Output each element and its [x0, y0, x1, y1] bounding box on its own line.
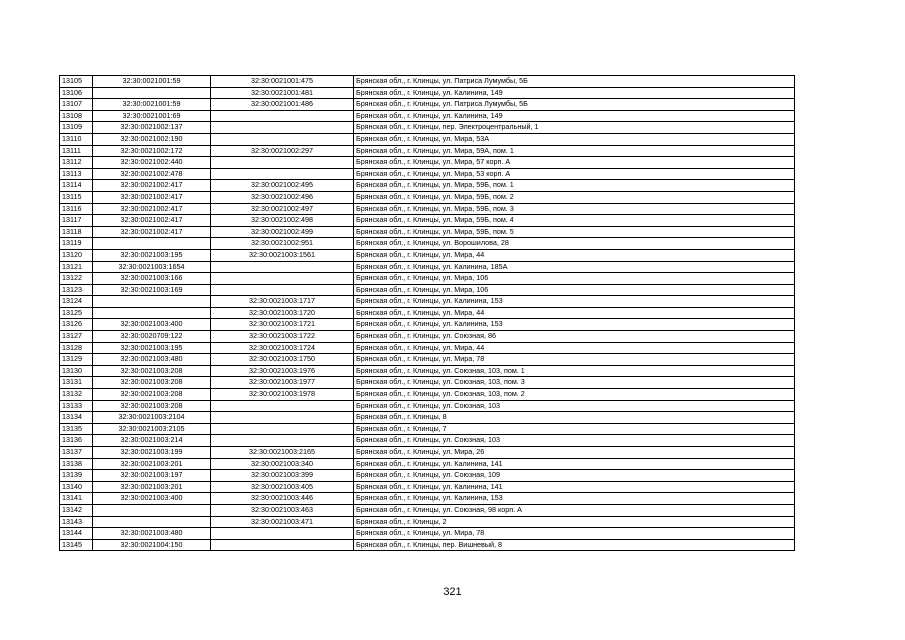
table-row — [60, 331, 795, 343]
object-cadastral-number-cell: 32:30:0021002:498 — [211, 215, 354, 227]
parcel-cadastral-number-cell — [93, 296, 211, 308]
address-cell: Брянская обл., г. Клинцы, ул. Мира, 53 корп. А — [354, 168, 795, 180]
object-cadastral-number-cell: 32:30:0021002:496 — [211, 191, 354, 203]
parcel-cadastral-number-cell — [93, 307, 211, 319]
address-cell: Брянская обл., г. Клинцы, ул. Калинина, 141 — [354, 458, 795, 470]
row-number-cell: 13141 — [60, 493, 93, 505]
row-number-cell: 13137 — [60, 447, 93, 459]
row-number-cell: 13128 — [60, 342, 93, 354]
address-cell: Брянская обл., г. Клинцы, ул. Союзная, 103, пом. 2 — [354, 389, 795, 401]
address-cell: Брянская обл., г. Клинцы, ул. Калинина, 153 — [354, 493, 795, 505]
parcel-cadastral-number-cell: 32:30:0021004:150 — [93, 539, 211, 551]
parcel-cadastral-number-cell: 32:30:0021003:400 — [93, 319, 211, 331]
table-row — [60, 87, 795, 99]
row-number-cell: 13145 — [60, 539, 93, 551]
parcel-cadastral-number-cell: 32:30:0021003:166 — [93, 273, 211, 285]
object-cadastral-number-cell: 32:30:0021001:486 — [211, 99, 354, 111]
object-cadastral-number-cell: 32:30:0021003:446 — [211, 493, 354, 505]
table-row — [60, 470, 795, 482]
parcel-cadastral-number-cell: 32:30:0021003:1654 — [93, 261, 211, 273]
table-row — [60, 249, 795, 261]
table-row — [60, 76, 795, 88]
row-number-cell: 13127 — [60, 331, 93, 343]
row-number-cell: 13112 — [60, 157, 93, 169]
table-row — [60, 191, 795, 203]
row-number-cell: 13134 — [60, 412, 93, 424]
object-cadastral-number-cell: 32:30:0021002:495 — [211, 180, 354, 192]
parcel-cadastral-number-cell: 32:30:0021001:69 — [93, 110, 211, 122]
parcel-cadastral-number-cell: 32:30:0021003:214 — [93, 435, 211, 447]
row-number-cell: 13132 — [60, 389, 93, 401]
parcel-cadastral-number-cell: 32:30:0021002:417 — [93, 226, 211, 238]
table-row — [60, 377, 795, 389]
address-cell: Брянская обл., г. Клинцы, ул. Мира, 53А — [354, 133, 795, 145]
parcel-cadastral-number-cell: 32:30:0021001:59 — [93, 76, 211, 88]
parcel-cadastral-number-cell: 32:30:0021003:169 — [93, 284, 211, 296]
parcel-cadastral-number-cell: 32:30:0021003:208 — [93, 377, 211, 389]
object-cadastral-number-cell: 32:30:0021003:1561 — [211, 249, 354, 261]
address-cell: Брянская обл., г. Клинцы, ул. Калинина, 153 — [354, 319, 795, 331]
address-cell: Брянская обл., г. Клинцы, ул. Мира, 106 — [354, 273, 795, 285]
address-cell: Брянская обл., г. Клинцы, ул. Мира, 78 — [354, 354, 795, 366]
parcel-cadastral-number-cell: 32:30:0021003:400 — [93, 493, 211, 505]
table-row — [60, 528, 795, 540]
address-cell: Брянская обл., г. Клинцы, ул. Мира, 59Б, пом. 4 — [354, 215, 795, 227]
address-cell: Брянская обл., г. Клинцы, 2 — [354, 516, 795, 528]
page-number: 321 — [443, 586, 462, 598]
object-cadastral-number-cell — [211, 435, 354, 447]
row-number-cell: 13125 — [60, 307, 93, 319]
table-row — [60, 447, 795, 459]
object-cadastral-number-cell: 32:30:0021002:951 — [211, 238, 354, 250]
table-row — [60, 110, 795, 122]
address-cell: Брянская обл., г. Клинцы, ул. Патриса Лумумбы, 5Б — [354, 99, 795, 111]
row-number-cell: 13126 — [60, 319, 93, 331]
row-number-cell: 13123 — [60, 284, 93, 296]
parcel-cadastral-number-cell: 32:30:0021002:478 — [93, 168, 211, 180]
address-cell: Брянская обл., г. Клинцы, ул. Калинина, 149 — [354, 87, 795, 99]
address-cell: Брянская обл., г. Клинцы, ул. Союзная, 98 корп. А — [354, 504, 795, 516]
parcel-cadastral-number-cell: 32:30:0021003:208 — [93, 365, 211, 377]
row-number-cell: 13108 — [60, 110, 93, 122]
parcel-cadastral-number-cell: 32:30:0021002:440 — [93, 157, 211, 169]
address-cell: Брянская обл., г. Клинцы, 8 — [354, 412, 795, 424]
address-cell: Брянская обл., г. Клинцы, ул. Союзная, 103, пом. 1 — [354, 365, 795, 377]
object-cadastral-number-cell: 32:30:0021003:1977 — [211, 377, 354, 389]
address-cell: Брянская обл., г. Клинцы, ул. Калинина, 185А — [354, 261, 795, 273]
registry-table-body — [60, 76, 795, 551]
table-row — [60, 273, 795, 285]
table-row — [60, 215, 795, 227]
table-row — [60, 365, 795, 377]
table-row — [60, 296, 795, 308]
object-cadastral-number-cell: 32:30:0021002:497 — [211, 203, 354, 215]
parcel-cadastral-number-cell: 32:30:0021003:197 — [93, 470, 211, 482]
parcel-cadastral-number-cell: 32:30:0021002:417 — [93, 215, 211, 227]
row-number-cell: 13121 — [60, 261, 93, 273]
address-cell: Брянская обл., г. Клинцы, ул. Мира, 59Б, пом. 3 — [354, 203, 795, 215]
table-row — [60, 389, 795, 401]
object-cadastral-number-cell — [211, 400, 354, 412]
address-cell: Брянская обл., г. Клинцы, ул. Мира, 106 — [354, 284, 795, 296]
parcel-cadastral-number-cell: 32:30:0021003:201 — [93, 481, 211, 493]
table-row — [60, 157, 795, 169]
parcel-cadastral-number-cell: 32:30:0020709:122 — [93, 331, 211, 343]
parcel-cadastral-number-cell — [93, 504, 211, 516]
table-row — [60, 238, 795, 250]
address-cell: Брянская обл., г. Клинцы, пер. Вишневый, 8 — [354, 539, 795, 551]
parcel-cadastral-number-cell — [93, 87, 211, 99]
address-cell: Брянская обл., г. Клинцы, ул. Союзная, 103, пом. 3 — [354, 377, 795, 389]
object-cadastral-number-cell: 32:30:0021001:475 — [211, 76, 354, 88]
parcel-cadastral-number-cell: 32:30:0021003:2104 — [93, 412, 211, 424]
address-cell: Брянская обл., г. Клинцы, ул. Калинина, 141 — [354, 481, 795, 493]
address-cell: Брянская обл., г. Клинцы, ул. Мира, 59А, пом. 1 — [354, 145, 795, 157]
row-number-cell: 13139 — [60, 470, 93, 482]
parcel-cadastral-number-cell: 32:30:0021003:208 — [93, 400, 211, 412]
address-cell: Брянская обл., г. Клинцы, ул. Мира, 44 — [354, 342, 795, 354]
row-number-cell: 13106 — [60, 87, 93, 99]
address-cell: Брянская обл., г. Клинцы, ул. Мира, 59Б, пом. 2 — [354, 191, 795, 203]
object-cadastral-number-cell — [211, 157, 354, 169]
object-cadastral-number-cell: 32:30:0021003:1724 — [211, 342, 354, 354]
table-row — [60, 145, 795, 157]
row-number-cell: 13116 — [60, 203, 93, 215]
row-number-cell: 13109 — [60, 122, 93, 134]
address-cell: Брянская обл., г. Клинцы, ул. Мира, 78 — [354, 528, 795, 540]
parcel-cadastral-number-cell: 32:30:0021003:480 — [93, 354, 211, 366]
address-cell: Брянская обл., г. Клинцы, ул. Мира, 59Б, пом. 1 — [354, 180, 795, 192]
object-cadastral-number-cell: 32:30:0021001:481 — [211, 87, 354, 99]
table-row — [60, 122, 795, 134]
object-cadastral-number-cell — [211, 412, 354, 424]
row-number-cell: 13115 — [60, 191, 93, 203]
parcel-cadastral-number-cell: 32:30:0021002:172 — [93, 145, 211, 157]
table-row — [60, 168, 795, 180]
address-cell: Брянская обл., г. Клинцы, ул. Союзная, 86 — [354, 331, 795, 343]
table-row — [60, 180, 795, 192]
parcel-cadastral-number-cell: 32:30:0021003:199 — [93, 447, 211, 459]
address-cell: Брянская обл., г. Клинцы, ул. Мира, 26 — [354, 447, 795, 459]
object-cadastral-number-cell — [211, 168, 354, 180]
row-number-cell: 13133 — [60, 400, 93, 412]
row-number-cell: 13130 — [60, 365, 93, 377]
table-row — [60, 504, 795, 516]
parcel-cadastral-number-cell: 32:30:0021002:417 — [93, 180, 211, 192]
registry-table — [59, 75, 795, 551]
row-number-cell: 13140 — [60, 481, 93, 493]
row-number-cell: 13122 — [60, 273, 93, 285]
parcel-cadastral-number-cell: 32:30:0021003:2105 — [93, 423, 211, 435]
object-cadastral-number-cell — [211, 261, 354, 273]
parcel-cadastral-number-cell: 32:30:0021001:59 — [93, 99, 211, 111]
row-number-cell: 13142 — [60, 504, 93, 516]
row-number-cell: 13114 — [60, 180, 93, 192]
object-cadastral-number-cell: 32:30:0021003:1721 — [211, 319, 354, 331]
table-row — [60, 412, 795, 424]
object-cadastral-number-cell: 32:30:0021003:2165 — [211, 447, 354, 459]
object-cadastral-number-cell — [211, 133, 354, 145]
row-number-cell: 13124 — [60, 296, 93, 308]
table-row — [60, 284, 795, 296]
object-cadastral-number-cell: 32:30:0021002:297 — [211, 145, 354, 157]
row-number-cell: 13138 — [60, 458, 93, 470]
row-number-cell: 13107 — [60, 99, 93, 111]
address-cell: Брянская обл., г. Клинцы, 7 — [354, 423, 795, 435]
parcel-cadastral-number-cell: 32:30:0021002:417 — [93, 203, 211, 215]
object-cadastral-number-cell: 32:30:0021003:1978 — [211, 389, 354, 401]
address-cell: Брянская обл., г. Клинцы, ул. Патриса Лумумбы, 5Б — [354, 76, 795, 88]
parcel-cadastral-number-cell: 32:30:0021002:137 — [93, 122, 211, 134]
row-number-cell: 13111 — [60, 145, 93, 157]
object-cadastral-number-cell: 32:30:0021003:1750 — [211, 354, 354, 366]
address-cell: Брянская обл., г. Клинцы, ул. Союзная, 103 — [354, 400, 795, 412]
address-cell: Брянская обл., г. Клинцы, ул. Ворошилова, 28 — [354, 238, 795, 250]
row-number-cell: 13117 — [60, 215, 93, 227]
row-number-cell: 13119 — [60, 238, 93, 250]
table-row — [60, 400, 795, 412]
parcel-cadastral-number-cell: 32:30:0021003:208 — [93, 389, 211, 401]
table-row — [60, 539, 795, 551]
object-cadastral-number-cell — [211, 528, 354, 540]
parcel-cadastral-number-cell: 32:30:0021002:190 — [93, 133, 211, 145]
object-cadastral-number-cell — [211, 110, 354, 122]
table-row — [60, 516, 795, 528]
row-number-cell: 13143 — [60, 516, 93, 528]
parcel-cadastral-number-cell — [93, 516, 211, 528]
row-number-cell: 13144 — [60, 528, 93, 540]
address-cell: Брянская обл., г. Клинцы, ул. Калинина, 153 — [354, 296, 795, 308]
parcel-cadastral-number-cell — [93, 238, 211, 250]
row-number-cell: 13136 — [60, 435, 93, 447]
object-cadastral-number-cell: 32:30:0021003:399 — [211, 470, 354, 482]
address-cell: Брянская обл., г. Клинцы, ул. Мира, 57 корп. А — [354, 157, 795, 169]
address-cell: Брянская обл., г. Клинцы, ул. Союзная, 103 — [354, 435, 795, 447]
object-cadastral-number-cell — [211, 122, 354, 134]
object-cadastral-number-cell: 32:30:0021002:499 — [211, 226, 354, 238]
table-row — [60, 319, 795, 331]
object-cadastral-number-cell: 32:30:0021003:1976 — [211, 365, 354, 377]
address-cell: Брянская обл., г. Клинцы, ул. Союзная, 109 — [354, 470, 795, 482]
table-row — [60, 481, 795, 493]
row-number-cell: 13129 — [60, 354, 93, 366]
table-row — [60, 226, 795, 238]
address-cell: Брянская обл., г. Клинцы, ул. Мира, 44 — [354, 249, 795, 261]
address-cell: Брянская обл., г. Клинцы, ул. Мира, 59Б, пом. 5 — [354, 226, 795, 238]
table-row — [60, 458, 795, 470]
table-row — [60, 342, 795, 354]
address-cell: Брянская обл., г. Клинцы, ул. Мира, 44 — [354, 307, 795, 319]
row-number-cell: 13110 — [60, 133, 93, 145]
table-row — [60, 307, 795, 319]
table-row — [60, 133, 795, 145]
object-cadastral-number-cell: 32:30:0021003:405 — [211, 481, 354, 493]
object-cadastral-number-cell: 32:30:0021003:1720 — [211, 307, 354, 319]
parcel-cadastral-number-cell: 32:30:0021003:195 — [93, 249, 211, 261]
object-cadastral-number-cell: 32:30:0021003:340 — [211, 458, 354, 470]
parcel-cadastral-number-cell: 32:30:0021002:417 — [93, 191, 211, 203]
row-number-cell: 13113 — [60, 168, 93, 180]
address-cell: Брянская обл., г. Клинцы, пер. Электроцентральный, 1 — [354, 122, 795, 134]
object-cadastral-number-cell: 32:30:0021003:1717 — [211, 296, 354, 308]
object-cadastral-number-cell: 32:30:0021003:471 — [211, 516, 354, 528]
object-cadastral-number-cell — [211, 284, 354, 296]
table-row — [60, 261, 795, 273]
table-row — [60, 423, 795, 435]
table-row — [60, 203, 795, 215]
address-cell: Брянская обл., г. Клинцы, ул. Калинина, 149 — [354, 110, 795, 122]
table-row — [60, 435, 795, 447]
object-cadastral-number-cell — [211, 539, 354, 551]
row-number-cell: 13131 — [60, 377, 93, 389]
parcel-cadastral-number-cell: 32:30:0021003:195 — [93, 342, 211, 354]
table-row — [60, 99, 795, 111]
row-number-cell: 13135 — [60, 423, 93, 435]
row-number-cell: 13105 — [60, 76, 93, 88]
table-row — [60, 493, 795, 505]
object-cadastral-number-cell: 32:30:0021003:1722 — [211, 331, 354, 343]
object-cadastral-number-cell: 32:30:0021003:463 — [211, 504, 354, 516]
parcel-cadastral-number-cell: 32:30:0021003:201 — [93, 458, 211, 470]
table-row — [60, 354, 795, 366]
object-cadastral-number-cell — [211, 423, 354, 435]
row-number-cell: 13118 — [60, 226, 93, 238]
parcel-cadastral-number-cell: 32:30:0021003:480 — [93, 528, 211, 540]
row-number-cell: 13120 — [60, 249, 93, 261]
object-cadastral-number-cell — [211, 273, 354, 285]
